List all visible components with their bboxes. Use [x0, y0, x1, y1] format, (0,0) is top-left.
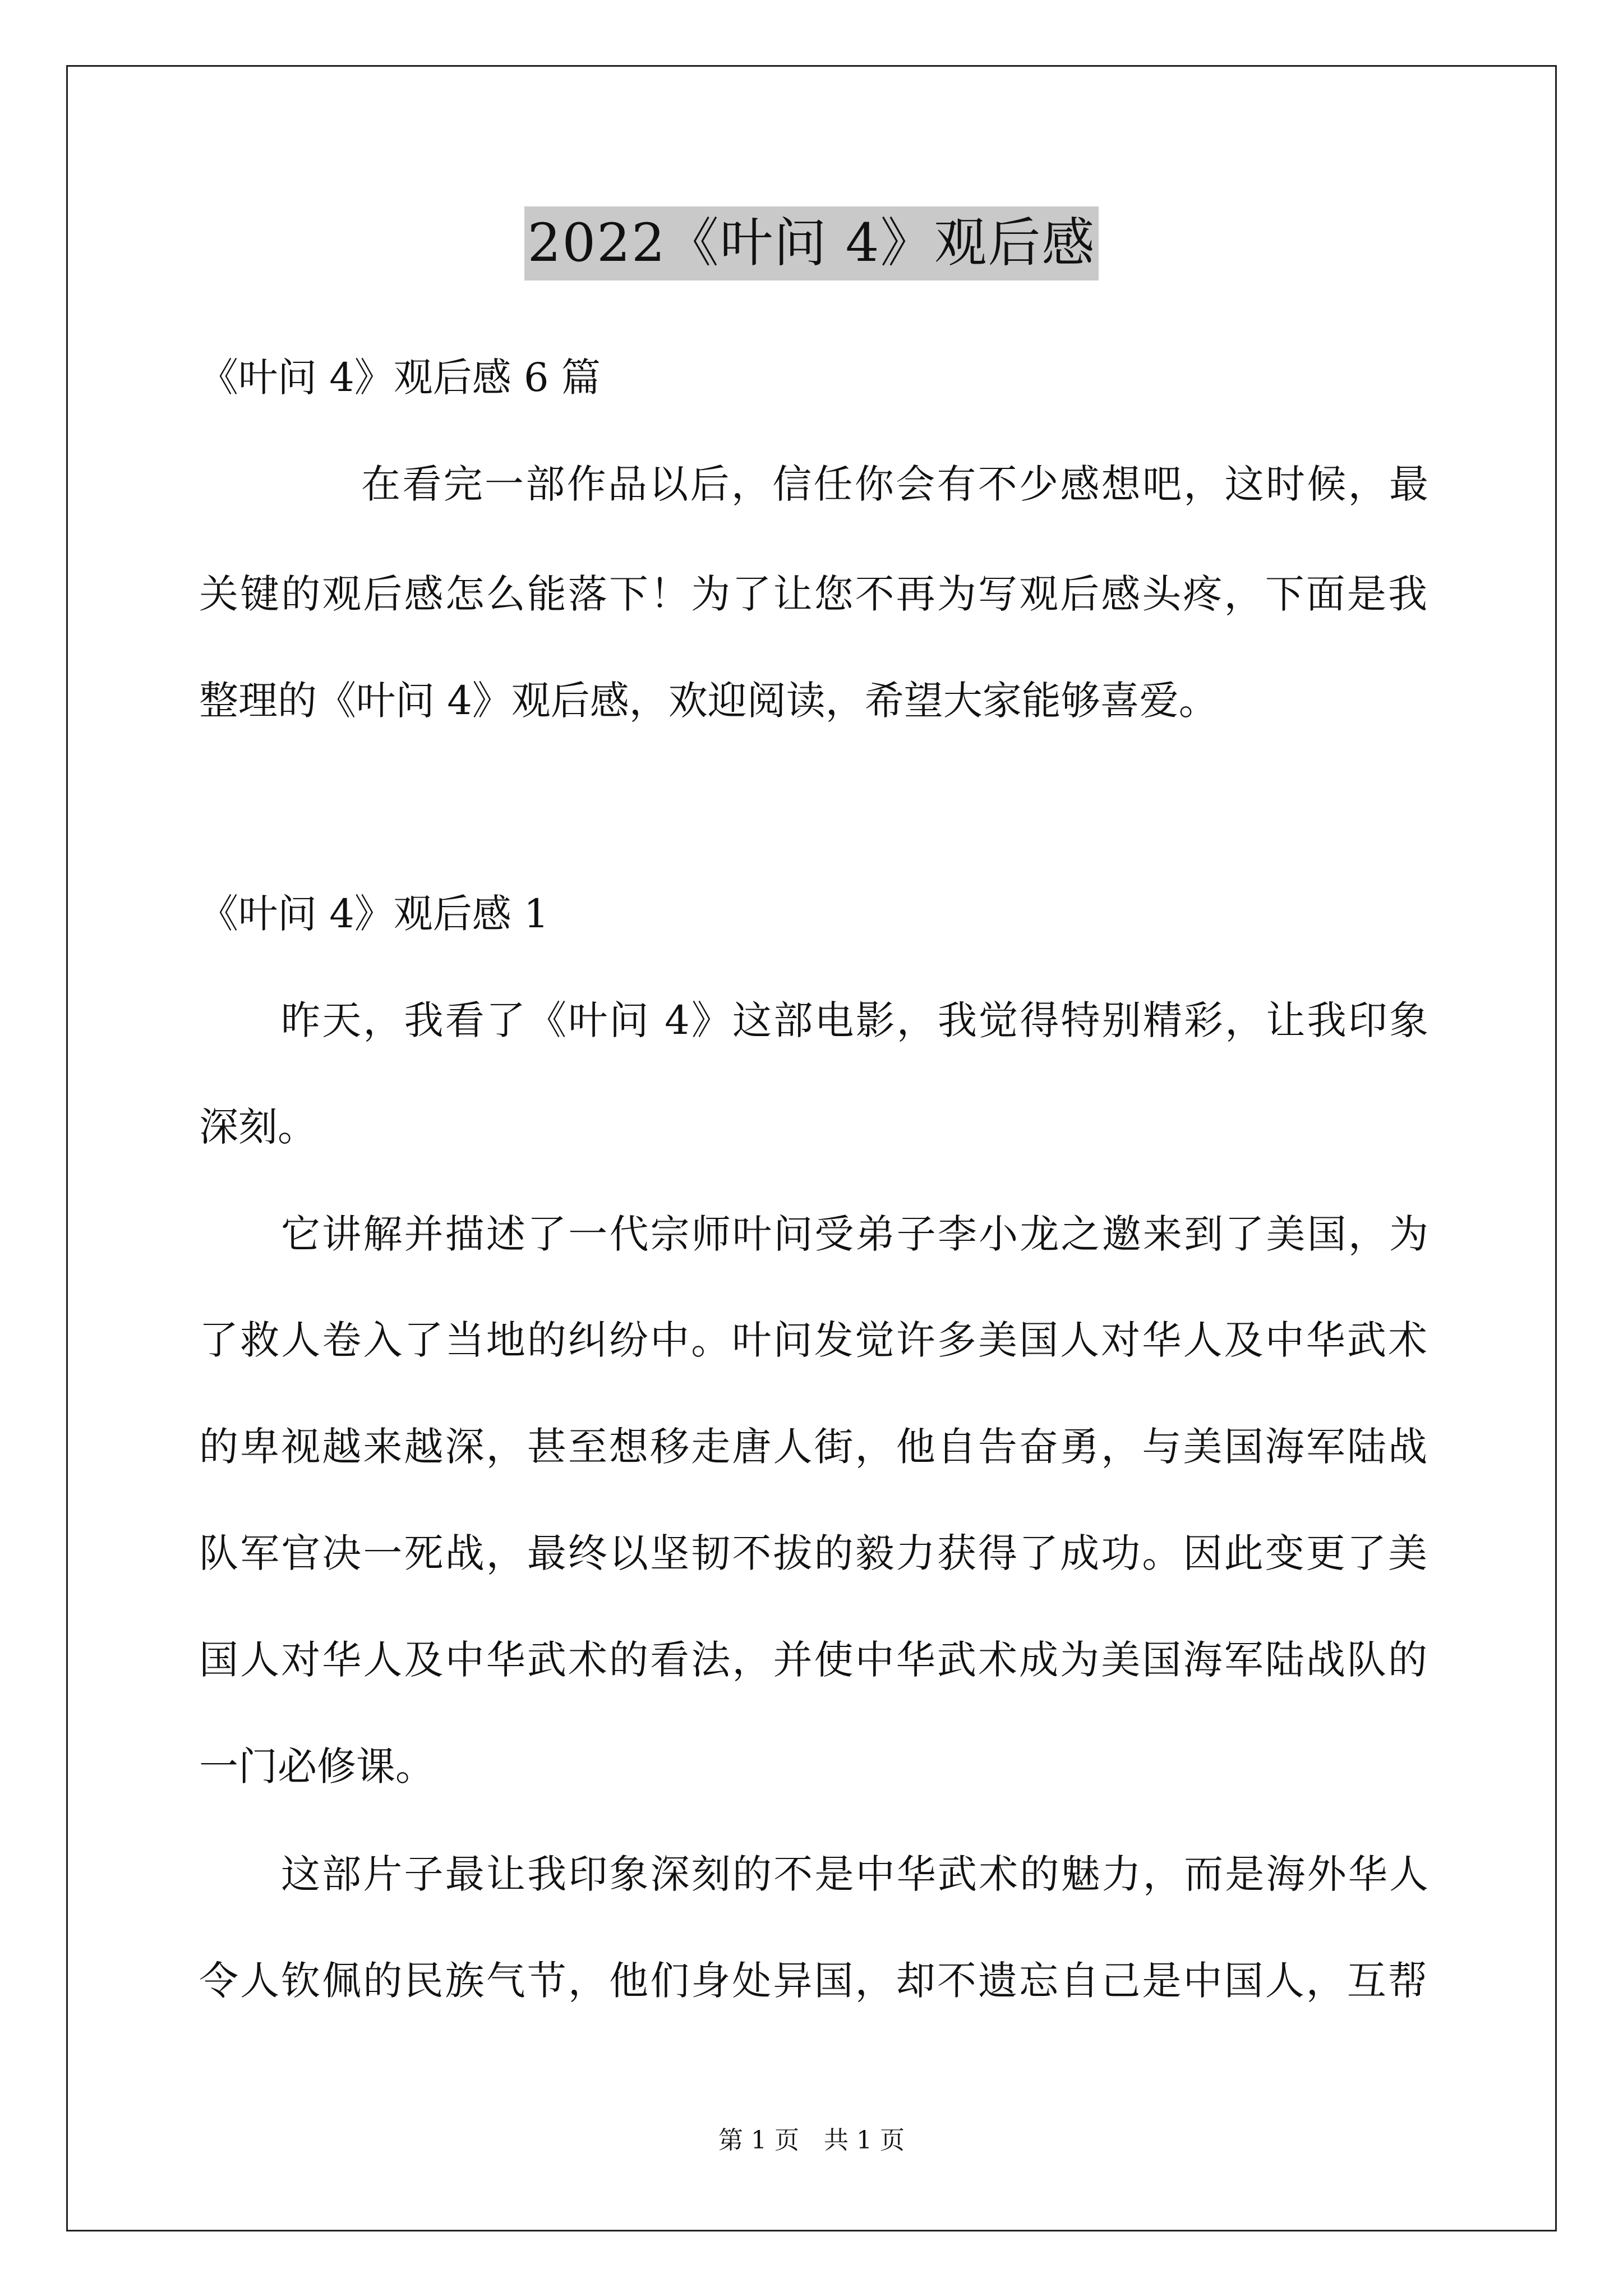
paragraph-line: 了救人卷入了当地的纠纷中。叶问发觉许多美国人对华人及中华武术 — [199, 1317, 1427, 1363]
paragraph-line: 一门必修课。 — [199, 1743, 435, 1789]
page-footer: 第 1 页 共 1 页 — [718, 2126, 905, 2155]
paragraph-line: 它讲解并描述了一代宗师叶问受弟子李小龙之邀来到了美国，为 — [281, 1211, 1428, 1257]
intro-line: 关键的观后感怎么能落下！为了让您不再为写观后感头疼，下面是我 — [199, 571, 1427, 617]
section-heading: 《叶问 4》观后感 1 — [199, 891, 549, 937]
document-subtitle: 《叶问 4》观后感 6 篇 — [199, 355, 601, 401]
paragraph-line: 的卑视越来越深，甚至想移走唐人街，他自告奋勇，与美国海军陆战 — [199, 1424, 1427, 1470]
paragraph-line: 深刻。 — [199, 1104, 317, 1150]
paragraph-line: 令人钦佩的民族气节，他们身处异国，却不遗忘自己是中国人，互帮 — [199, 1958, 1427, 2004]
paragraph-line: 队军官决一死战，最终以坚韧不拔的毅力获得了成功。因此变更了美 — [199, 1530, 1427, 1576]
paragraph-line: 昨天，我看了《叶问 4》这部电影，我觉得特别精彩，让我印象 — [281, 997, 1428, 1043]
intro-line: 在看完一部作品以后，信任你会有不少感想吧，这时候，最 — [361, 461, 1428, 507]
document-title: 2022《叶问 4》观后感 — [524, 206, 1099, 280]
title-container — [0, 206, 1623, 280]
paragraph-line: 这部片子最让我印象深刻的不是中华武术的魅力，而是海外华人 — [281, 1851, 1428, 1897]
paragraph-line: 国人对华人及中华武术的看法，并使中华武术成为美国海军陆战队的 — [199, 1637, 1427, 1683]
intro-line: 整理的《叶问 4》观后感，欢迎阅读，希望大家能够喜爱。 — [199, 678, 1218, 724]
